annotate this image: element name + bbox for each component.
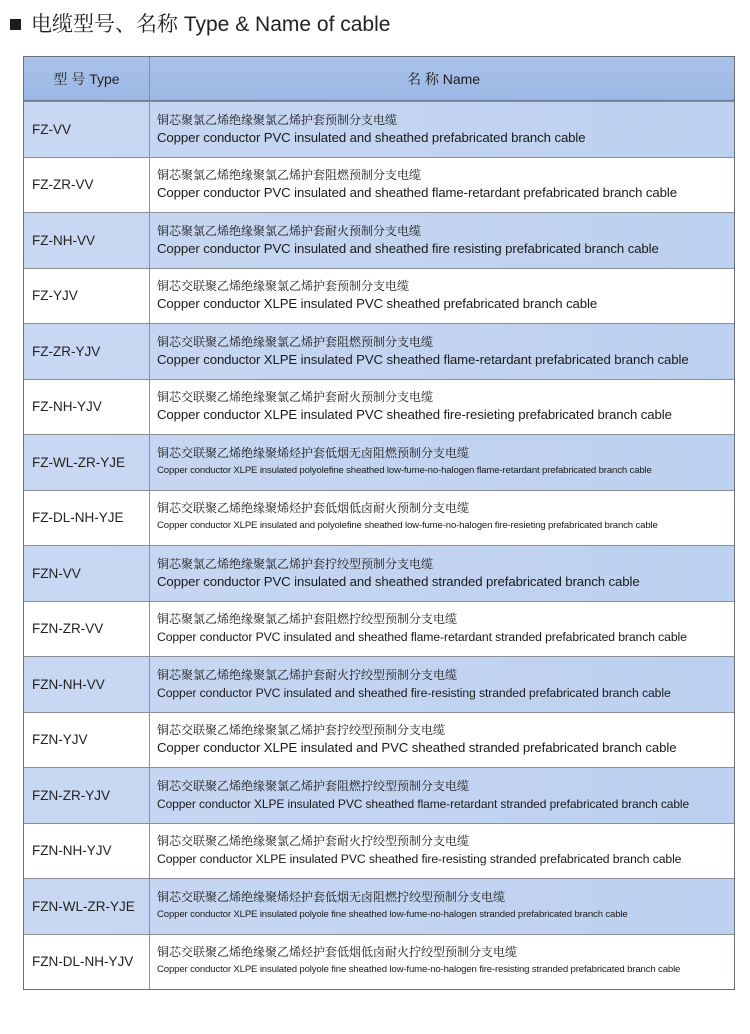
cable-name xyxy=(150,435,734,490)
cable-type: FZ-VV xyxy=(24,102,150,157)
cable-name-en: Copper conductor PVC insulated and sheathed flame-retardant stranded prefabricated branch cable xyxy=(157,630,687,645)
cable-type: FZN-WL-ZR-YJE xyxy=(24,879,150,934)
bullet-square-icon xyxy=(10,19,21,30)
cable-type: FZ-YJV xyxy=(24,269,150,324)
cable-type: FZN-DL-NH-YJV xyxy=(24,935,150,990)
cable-name-cn: 铜芯聚氯乙烯绝缘聚氯乙烯护套拧绞型预制分支电缆 xyxy=(157,556,434,571)
cable-name-en: Copper conductor PVC insulated and sheathed flame-retardant prefabricated branch cable xyxy=(157,185,677,201)
cable-name xyxy=(150,380,734,435)
cable-type: FZN-VV xyxy=(24,546,150,601)
cable-name xyxy=(150,213,734,268)
cable-name xyxy=(150,602,734,657)
table-row xyxy=(24,379,734,435)
table-row xyxy=(24,823,734,879)
page-title: 电缆型号、名称 Type & Name of cable xyxy=(31,13,391,36)
cable-name xyxy=(150,158,734,213)
cable-name-en: Copper conductor PVC insulated and sheathed fire resisting prefabricated branch cable xyxy=(157,240,659,256)
cable-name-en: Copper conductor PVC insulated and sheathed prefabricated branch cable xyxy=(157,129,586,145)
cable-type: FZN-ZR-YJV xyxy=(24,768,150,823)
table-row xyxy=(24,934,734,990)
header-type: 型 号 Type xyxy=(24,57,150,100)
cable-name-en: Copper conductor PVC insulated and sheathed stranded prefabricated branch cable xyxy=(157,573,640,589)
table-row xyxy=(24,712,734,768)
cable-name xyxy=(150,713,734,768)
table-row xyxy=(24,656,734,712)
cable-name xyxy=(150,269,734,324)
cable-type: FZN-NH-YJV xyxy=(24,824,150,879)
table-row xyxy=(24,212,734,268)
cable-name xyxy=(150,491,734,546)
cable-name xyxy=(150,657,734,712)
table-row xyxy=(24,601,734,657)
cable-name-cn: 铜芯聚氯乙烯绝缘聚氯乙烯护套耐火预制分支电缆 xyxy=(157,223,422,238)
cable-type: FZN-ZR-VV xyxy=(24,602,150,657)
cable-name-cn: 铜芯交联聚乙烯绝缘聚氯乙烯护套阻燃预制分支电缆 xyxy=(157,334,434,349)
cable-name-cn: 铜芯交联聚乙烯绝缘聚烯烃护套低烟低卤耐火预制分支电缆 xyxy=(157,501,470,516)
cable-name-cn: 铜芯交联聚乙烯绝缘聚乙烯烃护套低烟低卤耐火拧绞型预制分支电缆 xyxy=(157,945,518,960)
cable-type: FZ-ZR-YJV xyxy=(24,324,150,379)
table-row xyxy=(24,101,734,157)
cable-name-en: Copper conductor XLPE insulated PVC sheathed fire-resisting stranded prefabricated branch cable xyxy=(157,852,682,867)
table-row xyxy=(24,323,734,379)
cable-name-en: Copper conductor XLPE insulated PVC sheathed prefabricated branch cable xyxy=(157,296,598,312)
cable-name-en: Copper conductor XLPE insulated PVC sheathed fire-resieting prefabricated branch cable xyxy=(157,407,672,423)
cable-type: FZ-NH-VV xyxy=(24,213,150,268)
table-row xyxy=(24,878,734,934)
cable-name-en: Copper conductor XLPE insulated PVC sheathed flame-retardant prefabricated branch cable xyxy=(157,351,689,367)
cable-name-cn: 铜芯交联聚乙烯绝缘聚氯乙烯护套拧绞型预制分支电缆 xyxy=(157,723,446,738)
cable-name-cn: 铜芯交联聚乙烯绝缘聚氯乙烯护套耐火拧绞型预制分支电缆 xyxy=(157,834,470,849)
cable-name xyxy=(150,768,734,823)
table-row xyxy=(24,268,734,324)
cable-name-cn: 铜芯聚氯乙烯绝缘聚氯乙烯护套预制分支电缆 xyxy=(157,112,398,127)
cable-name xyxy=(150,102,734,157)
cable-name-cn: 铜芯聚氯乙烯绝缘聚氯乙烯护套阻燃预制分支电缆 xyxy=(157,168,422,183)
cable-name-cn: 铜芯交联聚乙烯绝缘聚氯乙烯护套耐火预制分支电缆 xyxy=(157,390,434,405)
cable-name-cn: 铜芯交联聚乙烯绝缘聚氯乙烯护套阻燃拧绞型预制分支电缆 xyxy=(157,778,470,793)
table-header-row xyxy=(24,57,734,101)
cable-name-cn: 铜芯交联聚乙烯绝缘聚烯烃护套低烟无卤阻燃预制分支电缆 xyxy=(157,445,470,460)
cable-type: FZ-DL-NH-YJE xyxy=(24,491,150,546)
header-name: 名 称 Name xyxy=(406,70,481,87)
cable-name-cn: 铜芯聚氯乙烯绝缘聚氯乙烯护套耐火拧绞型预制分支电缆 xyxy=(157,667,458,682)
cable-type: FZN-YJV xyxy=(24,713,150,768)
cable-name xyxy=(150,879,734,934)
cable-name-en: Copper conductor XLPE insulated polyole fine sheathed low-fume-no-halogen fire-resisting stranded prefabricated branch cable xyxy=(157,964,681,976)
cable-type: FZN-NH-VV xyxy=(24,657,150,712)
cable-name-en: Copper conductor PVC insulated and sheathed fire-resisting stranded prefabricated branch cable xyxy=(157,685,671,700)
cable-type: FZ-ZR-VV xyxy=(24,158,150,213)
table-row xyxy=(24,157,734,213)
cable-type: FZ-NH-YJV xyxy=(24,380,150,435)
cable-name-cn: 铜芯交联聚乙烯绝缘聚烯烃护套低烟无卤阻燃拧绞型预制分支电缆 xyxy=(157,889,506,904)
table-row xyxy=(24,545,734,601)
cable-table xyxy=(23,56,735,990)
cable-name-en: Copper conductor XLPE insulated PVC sheathed flame-retardant stranded prefabricated branch cable xyxy=(157,796,690,811)
cable-name-cn: 铜芯聚氯乙烯绝缘聚氯乙烯护套阻燃拧绞型预制分支电缆 xyxy=(157,612,458,627)
cable-name xyxy=(150,935,734,990)
table-row xyxy=(24,434,734,490)
table-row xyxy=(24,490,734,546)
cable-name-en: Copper conductor XLPE insulated polyole fine sheathed low-fume-no-halogen stranded prefabricated branch cable xyxy=(157,908,628,920)
cable-name xyxy=(150,546,734,601)
cable-name-cn: 铜芯交联聚乙烯绝缘聚氯乙烯护套预制分支电缆 xyxy=(157,279,410,294)
cable-type: FZ-WL-ZR-YJE xyxy=(24,435,150,490)
cable-name-en: Copper conductor XLPE insulated and polyolefine sheathed low-fume-no-halogen fire-resieting prefabricated branch cable xyxy=(157,520,658,532)
cable-name xyxy=(150,324,734,379)
page-heading xyxy=(10,10,390,36)
cable-name xyxy=(150,824,734,879)
table-row xyxy=(24,767,734,823)
cable-name-en: Copper conductor XLPE insulated and PVC sheathed stranded prefabricated branch cable xyxy=(157,740,677,756)
cable-name-en: Copper conductor XLPE insulated polyolefine sheathed low-fume-no-halogen flame-retardant prefabricated branch cable xyxy=(157,464,652,476)
